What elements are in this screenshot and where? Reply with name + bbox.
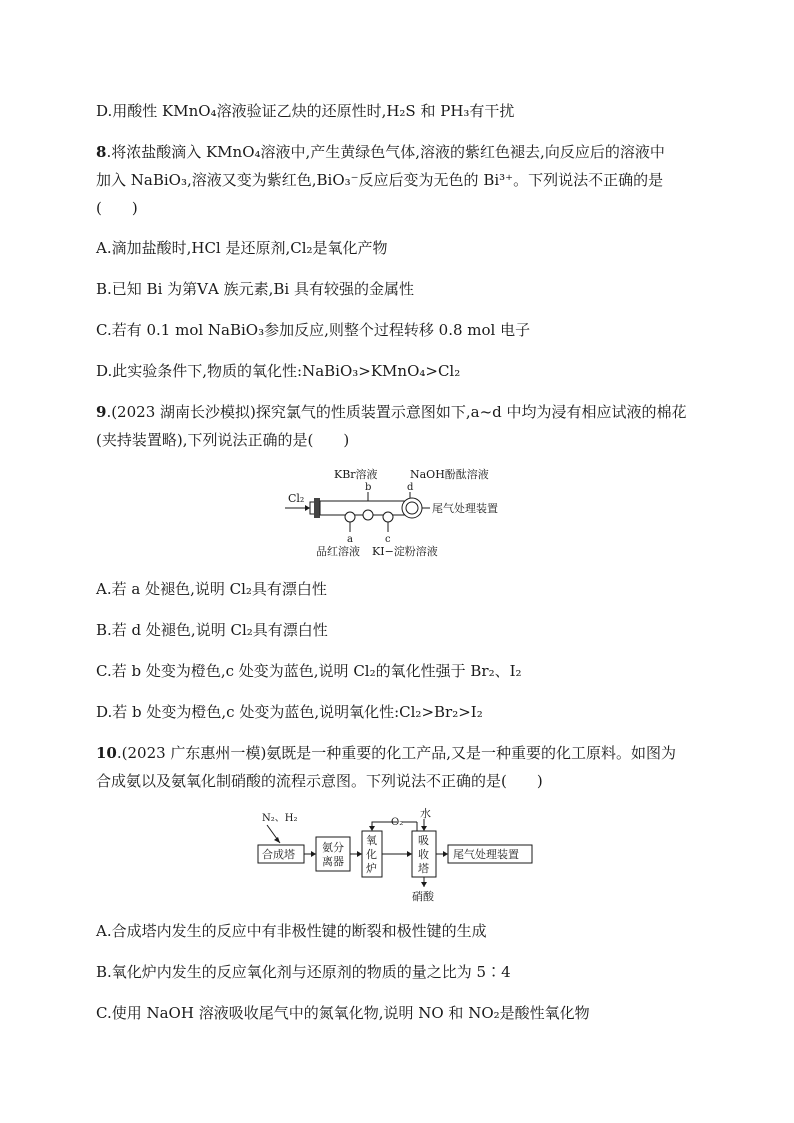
q10-nitric-acid-label: 硝酸: [412, 890, 434, 903]
q10-option-b: B.氧化炉内发生的反应氧化剂与还原剂的物质的量之比为 5∶4: [96, 963, 511, 981]
q10-absorber-char-2: 收: [418, 848, 429, 861]
q8-option-b: B.已知 Bi 为第ⅤA 族元素,Bi 具有较强的金属性: [96, 280, 414, 298]
q10-option-c: C.使用 NaOH 溶液吸收尾气中的氮氧化物,说明 NO 和 NO₂是酸性氧化物: [96, 1004, 590, 1022]
q10-o2-arrow-icon: [369, 826, 375, 831]
q10-stem-text-1: .(2023 广东惠州一模)氨既是一种重要的化工产品,又是一种重要的化工原料。如图为: [116, 744, 677, 762]
q9-cl2-label: Cl₂: [288, 492, 305, 505]
q10-arrow-1-icon: [311, 851, 316, 857]
q10-oxidizer-char-2: 化: [366, 848, 377, 861]
q10-arrow-3-icon: [407, 851, 412, 857]
q9-kbr-label: KBr溶液: [334, 468, 378, 481]
q9-stem-text-1: .(2023 湖南长沙模拟)探究氯气的性质装置示意图如下,a~d 中均为浸有相应试液的棉花: [106, 403, 687, 421]
q8-stem-line-1: [96, 142, 665, 162]
q8-option-a: A.滴加盐酸时,HCl 是还原剂,Cl₂是氧化产物: [96, 239, 388, 257]
q9-ki-label: KI−淀粉溶液: [372, 545, 438, 558]
q9-apparatus-diagram: [280, 462, 520, 562]
q10-acid-arrow-icon: [421, 882, 427, 887]
q9-pinhong-label: 品红溶液: [316, 545, 360, 558]
q9-tail-gas-label: 尾气处理装置: [432, 502, 498, 515]
q10-absorber-char-1: 吸: [418, 834, 429, 847]
q9-stem-line-2: (夹持装置略),下列说法正确的是( ): [96, 431, 350, 449]
q9-label-b: b: [365, 482, 372, 493]
q9-stem-line-1: [96, 402, 687, 422]
q7-option-d: D.用酸性 KMnO₄溶液验证乙炔的还原性时,H₂S 和 PH₃有干扰: [96, 102, 515, 120]
q8-stem-text-1: .将浓盐酸滴入 KMnO₄溶液中,产生黄绿色气体,溶液的紫红色褪去,向反应后的溶液中: [106, 143, 665, 161]
q8-option-d: D.此实验条件下,物质的氧化性:NaBiO₃>KMnO₄>Cl₂: [96, 362, 461, 380]
q8-stem-line-2: 加入 NaBiO₃,溶液又变为紫红色,BiO₃⁻反应后变为无色的 Bi³⁺。下列说法不正确的是: [96, 171, 664, 189]
q8-number: 8: [96, 143, 107, 161]
q9-cotton-a-icon: [345, 512, 355, 522]
q10-arrow-2-icon: [357, 851, 362, 857]
q10-o2-label: O₂: [391, 817, 404, 828]
q10-number: 10: [96, 744, 117, 762]
q8-option-c: C.若有 0.1 mol NaBiO₃参加反应,则整个过程转移 0.8 mol 电子: [96, 321, 531, 339]
q9-label-a: a: [347, 534, 353, 545]
q9-cotton-c-icon: [383, 512, 393, 522]
q9-option-b: B.若 d 处褪色,说明 Cl₂具有漂白性: [96, 621, 328, 639]
q9-cotton-d-icon: [406, 502, 418, 514]
q9-label-c: c: [385, 534, 391, 545]
q10-oxidizer-char-3: 炉: [366, 862, 377, 875]
q10-synthesis-tower-label: 合成塔: [262, 848, 295, 861]
q10-option-a: A.合成塔内发生的反应中有非极性键的断裂和极性键的生成: [96, 922, 487, 940]
q10-stem-line-2: 合成氨以及氨氧化制硝酸的流程示意图。下列说法不正确的是( ): [96, 772, 543, 790]
q9-naoh-label: NaOH酚酞溶液: [410, 468, 489, 481]
q10-feed-arrow-icon: [274, 837, 280, 843]
q10-water-arrow-icon: [421, 826, 427, 831]
q10-absorber-char-3: 塔: [418, 862, 429, 875]
q10-tail-gas-label: 尾气处理装置: [453, 848, 519, 861]
q9-gas-arrow-icon: [305, 505, 310, 511]
q9-number: 9: [96, 403, 107, 421]
q10-separator-line-2: 离器: [322, 855, 344, 868]
q10-separator-line-1: 氨分: [322, 841, 344, 854]
q10-stem-line-1: [96, 743, 676, 763]
q9-option-d: D.若 b 处变为橙色,c 处变为蓝色,说明氧化性:Cl₂>Br₂>I₂: [96, 703, 483, 721]
q9-option-a: A.若 a 处褪色,说明 Cl₂具有漂白性: [96, 580, 327, 598]
q9-label-d: d: [407, 482, 414, 493]
q10-flow-diagram: [252, 805, 552, 905]
q10-oxidizer-char-1: 氧: [366, 834, 377, 847]
q9-stopper-plug-icon: [314, 498, 320, 518]
q9-cotton-b-icon: [363, 510, 373, 520]
q8-answer-blank: ( ): [96, 199, 138, 217]
q10-water-label: 水: [420, 807, 431, 820]
q10-arrow-4-icon: [443, 851, 448, 857]
q10-feed-label: N₂、H₂: [262, 813, 298, 824]
q9-option-c: C.若 b 处变为橙色,c 处变为蓝色,说明 Cl₂的氧化性强于 Br₂、I₂: [96, 662, 522, 680]
